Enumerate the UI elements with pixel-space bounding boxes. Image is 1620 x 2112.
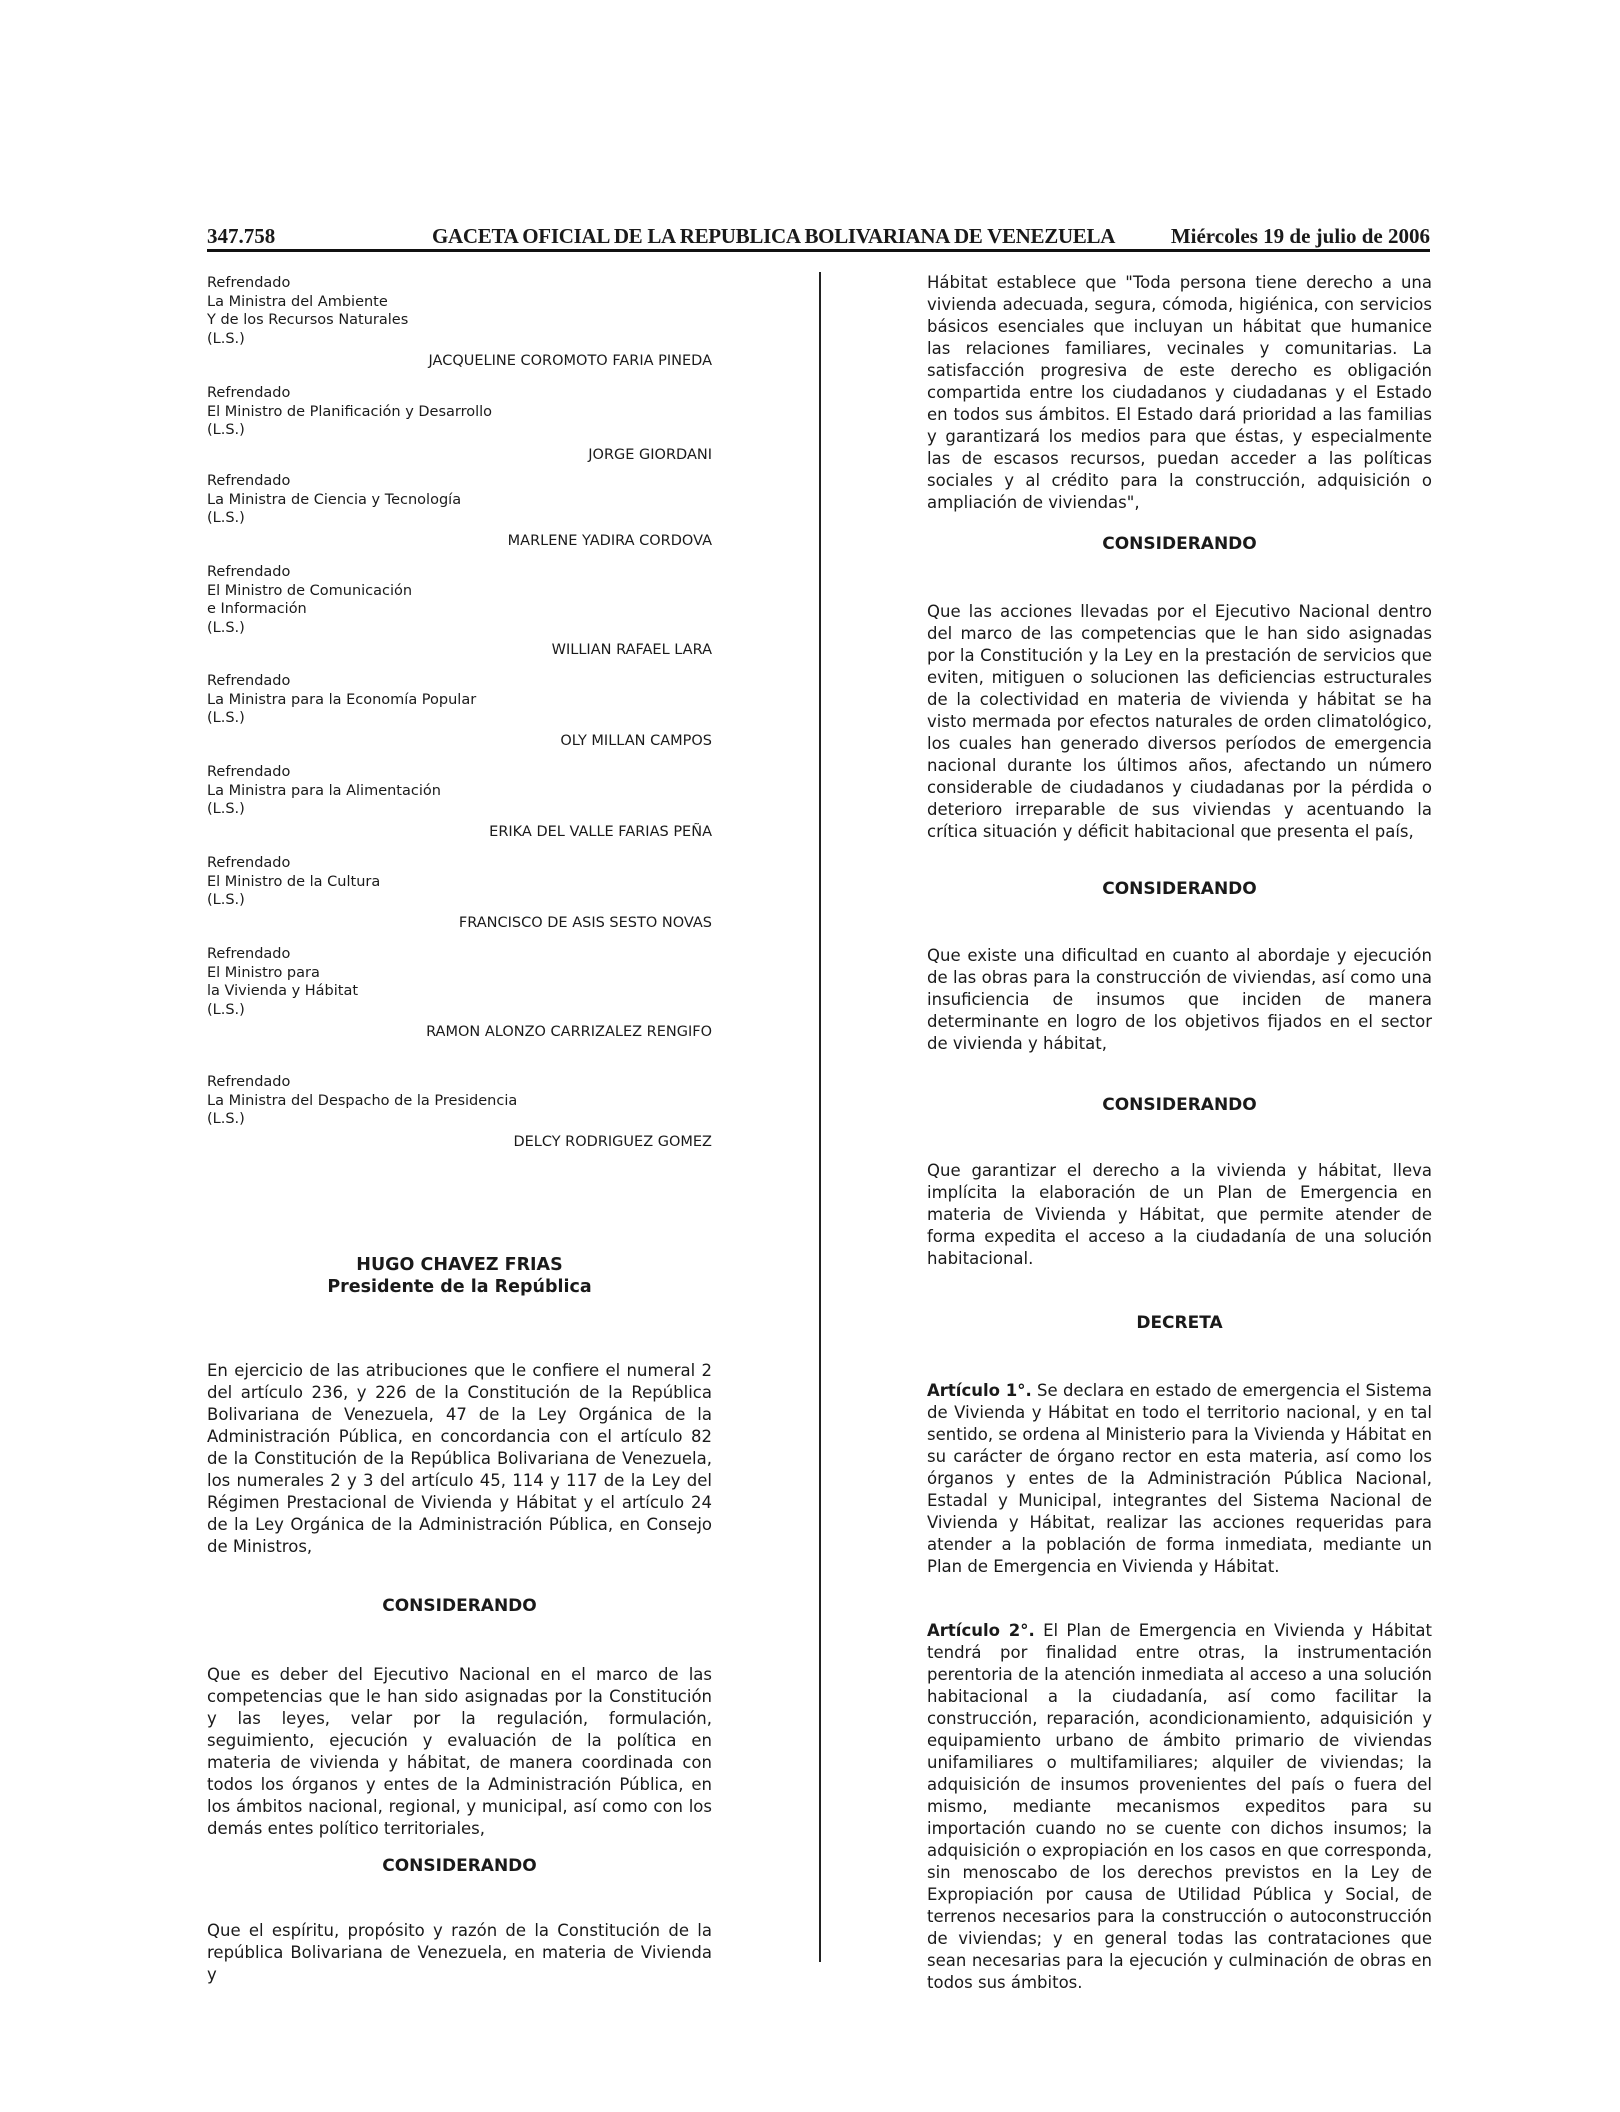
signature-line: Refrendado [207, 275, 291, 291]
signature-line: (L.S.) [207, 801, 245, 817]
president-name: HUGO CHAVEZ FRIAS [356, 1255, 563, 1275]
signature-line: (L.S.) [207, 1111, 245, 1127]
column-divider [819, 272, 821, 1962]
signature-line: Refrendado [207, 855, 291, 871]
signature-line: La Ministra de Ciencia y Tecnología [207, 491, 462, 508]
considerando-paragraph: Que garantizar el derecho a la vivienda y hábitat, lleva implícita la elaboración de un Plan de Emergencia en materia de Vivienda y Hábitat, que permite atender de forma expedita el acceso a la ciudadanía de una solución habitacional. [927, 1161, 1432, 1268]
signatory-name: JACQUELINE COROMOTO FARIA PINEDA [428, 353, 712, 369]
signature-line: Refrendado [207, 385, 291, 401]
considerando-heading: CONSIDERANDO [1102, 534, 1257, 554]
article-1-label: Artículo 1°. [927, 1381, 1032, 1400]
signatory-name: WILLIAN RAFAEL LARA [551, 642, 712, 658]
gazette-title: GACETA OFICIAL DE LA REPUBLICA BOLIVARIANA DE VENEZUELA [432, 224, 1116, 248]
signature-line: El Ministro de Planificación y Desarrollo [207, 403, 493, 420]
signature-line: Refrendado [207, 1074, 291, 1090]
president-signature [207, 1254, 712, 1298]
considerando-paragraph: Que el espíritu, propósito y razón de la Constitución de la república Bolivariana de Venezuela, en materia de Vivienda y [207, 1921, 712, 1984]
signature-block [207, 945, 712, 1042]
signature-line: Refrendado [207, 764, 291, 780]
signature-block [207, 472, 712, 550]
signature-line: (L.S.) [207, 619, 245, 636]
signature-line: La Ministra para la Economía Popular [207, 691, 477, 708]
signature-line: e Información [207, 601, 307, 617]
signature-line: (L.S.) [207, 892, 245, 908]
signature-block [207, 672, 712, 750]
signature-block [207, 274, 712, 371]
signature-line: El Ministro de la Cultura [207, 873, 381, 890]
signatory-name: JORGE GIORDANI [588, 446, 712, 463]
signature-line: La Ministra para la Alimentación [207, 782, 441, 799]
article-2-text: El Plan de Emergencia en Vivienda y Hábitat tendrá por finalidad entre otras, la instrumentación perentoria de la atención inmediata al acceso a una solución habitacional a la ciudadanía, así como facilitar la construcción, reparación, acondicionamiento, adquisición y equipamiento urbano de ámbito primario de viviendas unifamiliares o multifamiliares; alquiler de viviendas; la adquisición de insumos provenientes del país o fuera del mismo, mediante mecanismos expeditos para su importación cuando no se cuente con dichos insumos; la adquisición o expropiación en los casos en que corresponda, sin menoscabo de los derechos previstos en la Ley de Expropiación por causa de Utilidad Pública y Social, de terrenos necesarios para la construcción o autoconstrucción de viviendas; y en general todas las contrataciones que sean necesarias para la ejecución y culminación de obras en todos sus ámbitos. [927, 1621, 1432, 1992]
signatory-name: DELCY RODRIGUEZ GOMEZ [513, 1133, 712, 1150]
header-rule [207, 249, 1430, 252]
signature-block [207, 384, 712, 464]
article-1 [927, 1380, 1432, 1578]
signature-line: Refrendado [207, 473, 291, 489]
considerando-paragraph: Que las acciones llevadas por el Ejecutivo Nacional dentro del marco de las competencias que le han sido asignadas por la Constitución y la Ley en la prestación de servicios que eviten, mitiguen o solucionen las deficiencias estructurales de la colectividad en materia de vivienda y hábitat se ha visto mermada por efectos naturales de orden climatológico, los cuales han generado diversos períodos de emergencia nacional durante los últimos años, afectando un número considerable de ciudadanos y ciudadanas por la pérdida o deterioro irreparable de sus viviendas y acentuando la crítica situación y déficit habitacional que presenta el país, [927, 602, 1432, 841]
issue-date: Miércoles 19 de julio de 2006 [1170, 224, 1430, 248]
considerando-heading: CONSIDERANDO [1102, 1095, 1257, 1115]
considerando-heading: CONSIDERANDO [382, 1596, 537, 1616]
signature-line: (L.S.) [207, 710, 245, 726]
considerando-heading: CONSIDERANDO [1102, 879, 1257, 899]
article-2-label: Artículo 2°. [927, 1621, 1035, 1640]
signature-block [207, 854, 712, 932]
signatory-name: FRANCISCO DE ASIS SESTO NOVAS [458, 914, 712, 931]
signature-line: (L.S.) [207, 330, 245, 347]
considerando-paragraph: Que existe una dificultad en cuanto al abordaje y ejecución de las obras para la construcción de viviendas, así como una insuficiencia de insumos que inciden de manera determinante en logro de los objetivos fijados en el sector de vivienda y hábitat, [927, 946, 1432, 1053]
signatory-name: OLY MILLAN CAMPOS [560, 732, 712, 749]
signature-line: La Ministra del Despacho de la Presidencia [207, 1092, 518, 1109]
signature-line: la Vivienda y Hábitat [207, 983, 359, 999]
signature-block [207, 763, 712, 841]
signature-line: (L.S.) [207, 510, 245, 526]
signature-line: Refrendado [207, 673, 291, 689]
page-header [207, 220, 1430, 252]
decreta-heading: DECRETA [1136, 1313, 1223, 1333]
signature-block [207, 1073, 712, 1151]
signature-line: El Ministro para [207, 964, 320, 981]
signature-line: Refrendado [207, 946, 291, 962]
considerando-heading: CONSIDERANDO [382, 1856, 537, 1876]
signature-line: (L.S.) [207, 422, 245, 438]
president-title: Presidente de la República [327, 1277, 592, 1297]
signature-line: (L.S.) [207, 1001, 245, 1018]
signatory-name: ERIKA DEL VALLE FARIAS PEÑA [489, 823, 712, 840]
article-2 [927, 1620, 1432, 1994]
signature-line: Refrendado [207, 564, 291, 580]
considerando-paragraph: Hábitat establece que "Toda persona tiene derecho a una vivienda adecuada, segura, cómoda, higiénica, con servicios básicos esenciales que incluyan un hábitat que humanice las relaciones familiares, vecinales y comunitarias. La satisfacción progresiva de este derecho es obligación compartida entre los ciudadanos y ciudadanas y el Estado en todos sus ámbitos. El Estado dará prioridad a las familias y garantizará los medios para que éstas, y especialmente las de escasos recursos, puedan acceder a las políticas sociales y al crédito para la construcción, adquisición o ampliación de viviendas", [927, 273, 1432, 512]
signature-line: Y de los Recursos Naturales [207, 312, 409, 328]
signature-block [207, 563, 712, 660]
signature-line: El Ministro de Comunicación [207, 582, 413, 599]
considerando-paragraph: Que es deber del Ejecutivo Nacional en el marco de las competencias que le han sido asignadas por la Constitución y las leyes, velar por la regulación, formulación, seguimiento, ejecución y evaluación de la política en materia de vivienda y hábitat, de manera coordinada con todos los órganos y entes de la Administración Pública, en los ámbitos nacional, regional, y municipal, así como con los demás entes político territoriales, [207, 1665, 712, 1838]
page-number: 347.758 [207, 224, 276, 248]
signature-line: La Ministra del Ambiente [207, 293, 388, 310]
article-1-text: Se declara en estado de emergencia el Sistema de Vivienda y Hábitat en todo el territorio nacional, y en tal sentido, se ordena al Ministerio para la Vivienda y Hábitat en su carácter de órgano rector en esta materia, así como los órganos y entes de la Administración Pública Nacional, Estadal y Municipal, integrantes del Sistema Nacional de Vivienda y Hábitat, realizar las acciones requeridas para atender a la población de forma inmediata, mediante un Plan de Emergencia en Vivienda y Hábitat. [927, 1381, 1433, 1576]
preamble-paragraph: En ejercicio de las atribuciones que le confiere el numeral 2 del artículo 236, y 226 de la Constitución de la República Bolivariana de Venezuela, 47 de la Ley Orgánica de la Administración Pública, en concordancia con el artículo 82 de la Constitución de la República Bolivariana de Venezuela, los numerales 2 y 3 del artículo 45, 114 y 117 de la Ley del Régimen Prestacional de Vivienda y Hábitat y el artículo 24 de la Ley Orgánica de la Administración Pública, en Consejo de Ministros, [207, 1361, 712, 1556]
signatory-name: MARLENE YADIRA CORDOVA [507, 532, 712, 549]
signatory-name: RAMON ALONZO CARRIZALEZ RENGIFO [426, 1024, 712, 1040]
